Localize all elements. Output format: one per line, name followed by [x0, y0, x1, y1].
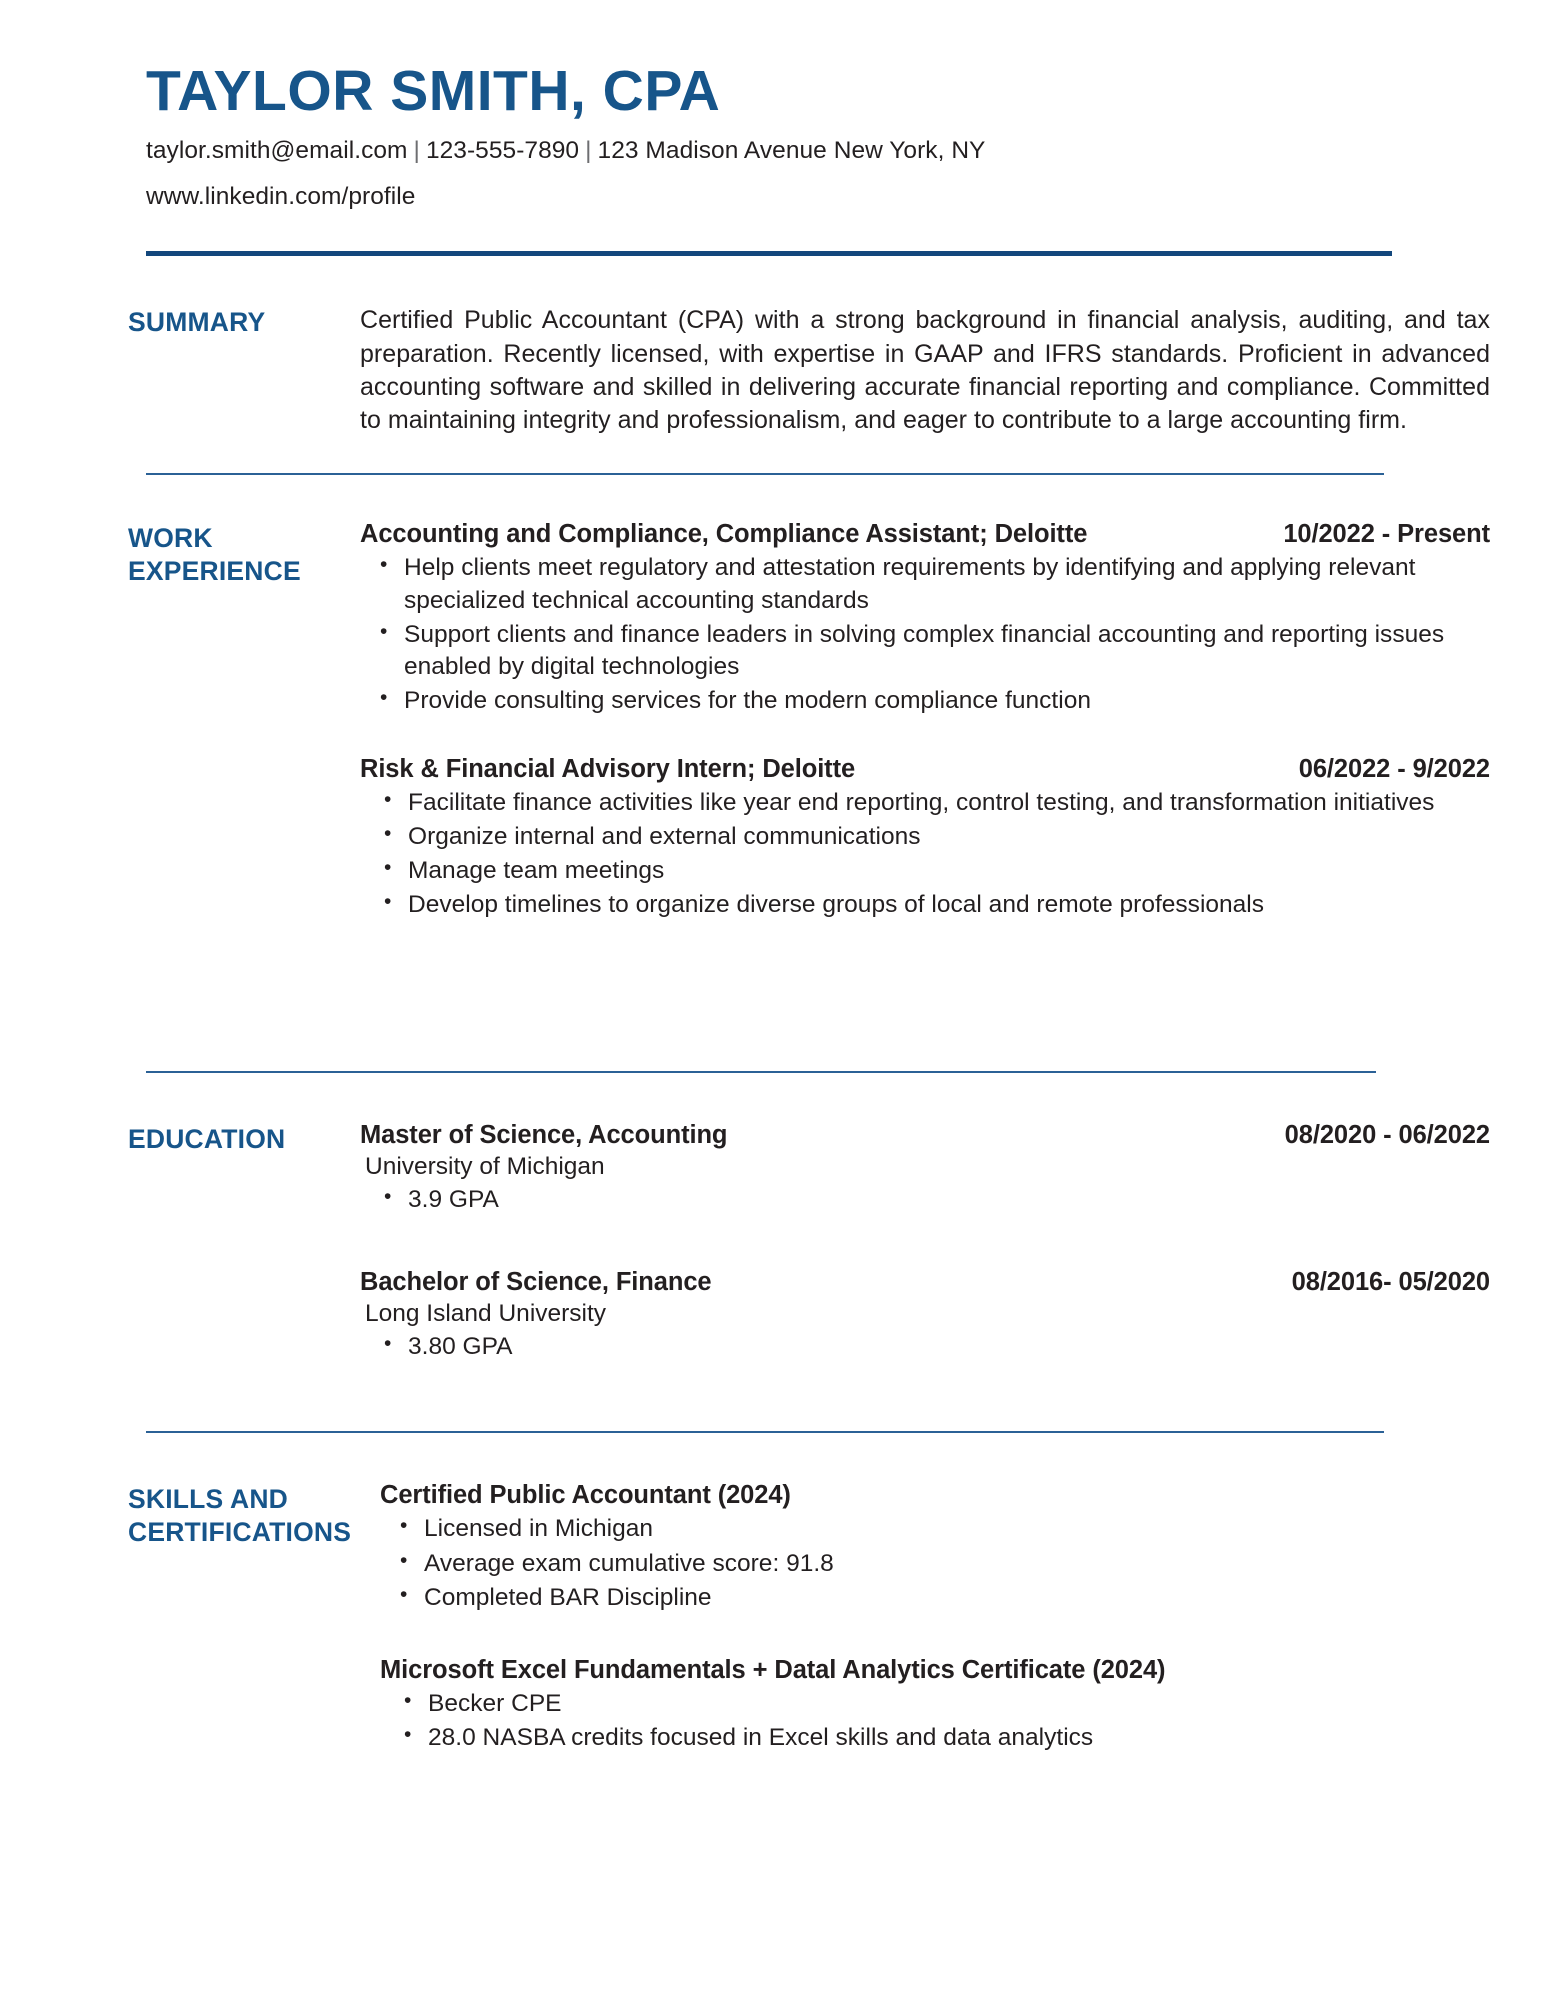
- list-item: • Average exam cumulative score: 91.8: [380, 1548, 1490, 1580]
- list-item: • Support clients and finance leaders in solving complex financial accounting and reporting issues enabled by digital technologies: [360, 619, 1490, 683]
- work-entry-header: [360, 520, 1490, 549]
- summary-section: [0, 256, 1545, 437]
- education-bullets: [360, 1184, 1490, 1216]
- skills-section-label: [128, 1481, 380, 1753]
- work-entry-dates: 10/2022 - Present: [1283, 520, 1490, 549]
- education-bullets: [360, 1331, 1490, 1363]
- certification-title: Certified Public Accountant (2024): [380, 1481, 791, 1510]
- work-section-label: [128, 520, 360, 921]
- work-label-line-1: WORK: [128, 523, 213, 554]
- work-entry: [360, 755, 1490, 921]
- certifications-list: [380, 1481, 1490, 1753]
- summary-body: [360, 304, 1490, 437]
- email-text: taylor.smith@email.com: [146, 136, 408, 164]
- education-entry: [360, 1268, 1490, 1363]
- list-item: • Help clients meet regulatory and attestation requirements by identifying and applying relevant specialized technical accounting standards: [360, 552, 1490, 616]
- summary-paragraph: Certified Public Accountant (CPA) with a strong background in financial analysis, auditing, and tax preparation. Recently licensed, with expertise in GAAP and IFRS standards. Proficient in advanced accounting software and skilled in delivering accurate financial reporting and compliance. Committed to maintaining integrity and professionalism, and eager to contribute to a large accounting firm.: [360, 306, 1490, 435]
- contact-line-2: [146, 180, 1545, 214]
- work-entry-bullets: [360, 552, 1490, 716]
- certification-bullets: [380, 1513, 1490, 1613]
- skills-label-line-1: SKILLS AND: [128, 1484, 289, 1515]
- education-entry-header: [360, 1121, 1490, 1150]
- work-entry-header: [360, 755, 1490, 784]
- list-item: • Completed BAR Discipline: [380, 1582, 1490, 1614]
- education-entry: [360, 1121, 1490, 1216]
- education-school: University of Michigan: [365, 1153, 605, 1181]
- contact-separator-2: |: [585, 136, 592, 164]
- contact-separator-1: |: [413, 136, 420, 164]
- certification-bullets: [380, 1688, 1490, 1754]
- work-entry-title: Risk & Financial Advisory Intern; Deloitte: [360, 754, 856, 783]
- education-dates: 08/2020 - 06/2022: [1284, 1121, 1490, 1150]
- education-section: [0, 1073, 1545, 1363]
- work-entry: [360, 520, 1490, 716]
- list-item: • Licensed in Michigan: [380, 1513, 1490, 1545]
- skills-certifications-section: [0, 1433, 1545, 1753]
- education-degree: Master of Science, Accounting: [360, 1121, 728, 1150]
- list-item: • Facilitate finance activities like year end reporting, control testing, and transformation initiatives: [360, 787, 1490, 819]
- work-entry-title: Accounting and Compliance, Compliance Assistant; Deloitte: [360, 520, 1088, 549]
- summary-section-label: SUMMARY: [128, 307, 266, 338]
- work-entries: [360, 520, 1490, 921]
- resume-header: [0, 0, 1545, 213]
- education-section-label: EDUCATION: [128, 1124, 286, 1155]
- contact-line-1: [146, 134, 1545, 168]
- education-dates: 08/2016- 05/2020: [1291, 1268, 1490, 1297]
- work-entry-bullets: [360, 787, 1490, 921]
- work-label-line-2: EXPERIENCE: [128, 555, 301, 586]
- education-school: Long Island University: [365, 1300, 607, 1328]
- list-item: • Provide consulting services for the modern compliance function: [360, 685, 1490, 717]
- skills-label-line-2: CERTIFICATIONS: [128, 1516, 352, 1547]
- certification-entry: [380, 1656, 1490, 1754]
- list-item: • Becker CPE: [380, 1688, 1490, 1720]
- list-item: • 3.80 GPA: [360, 1331, 1490, 1363]
- phone-text: 123-555-7890: [425, 136, 580, 164]
- list-item: • Organize internal and external communications: [360, 821, 1490, 853]
- list-item: • Develop timelines to organize diverse groups of local and remote professionals: [360, 889, 1490, 921]
- website-text: www.linkedin.com/profile: [146, 182, 416, 210]
- education-degree: Bachelor of Science, Finance: [360, 1268, 712, 1297]
- list-item: • Manage team meetings: [360, 855, 1490, 887]
- list-item: • 3.9 GPA: [360, 1184, 1490, 1216]
- work-experience-section: [0, 475, 1545, 921]
- education-entry-header: [360, 1268, 1490, 1297]
- address-text: 123 Madison Avenue New York, NY: [597, 136, 986, 164]
- page-title: TAYLOR SMITH, CPA: [146, 59, 721, 123]
- work-entry-dates: 06/2022 - 9/2022: [1298, 754, 1490, 783]
- certification-title: Microsoft Excel Fundamentals + Datal Analytics Certificate (2024): [380, 1655, 1166, 1684]
- certification-entry: [380, 1481, 1490, 1613]
- education-entries: [360, 1121, 1490, 1363]
- list-item: • 28.0 NASBA credits focused in Excel skills and data analytics: [380, 1722, 1490, 1754]
